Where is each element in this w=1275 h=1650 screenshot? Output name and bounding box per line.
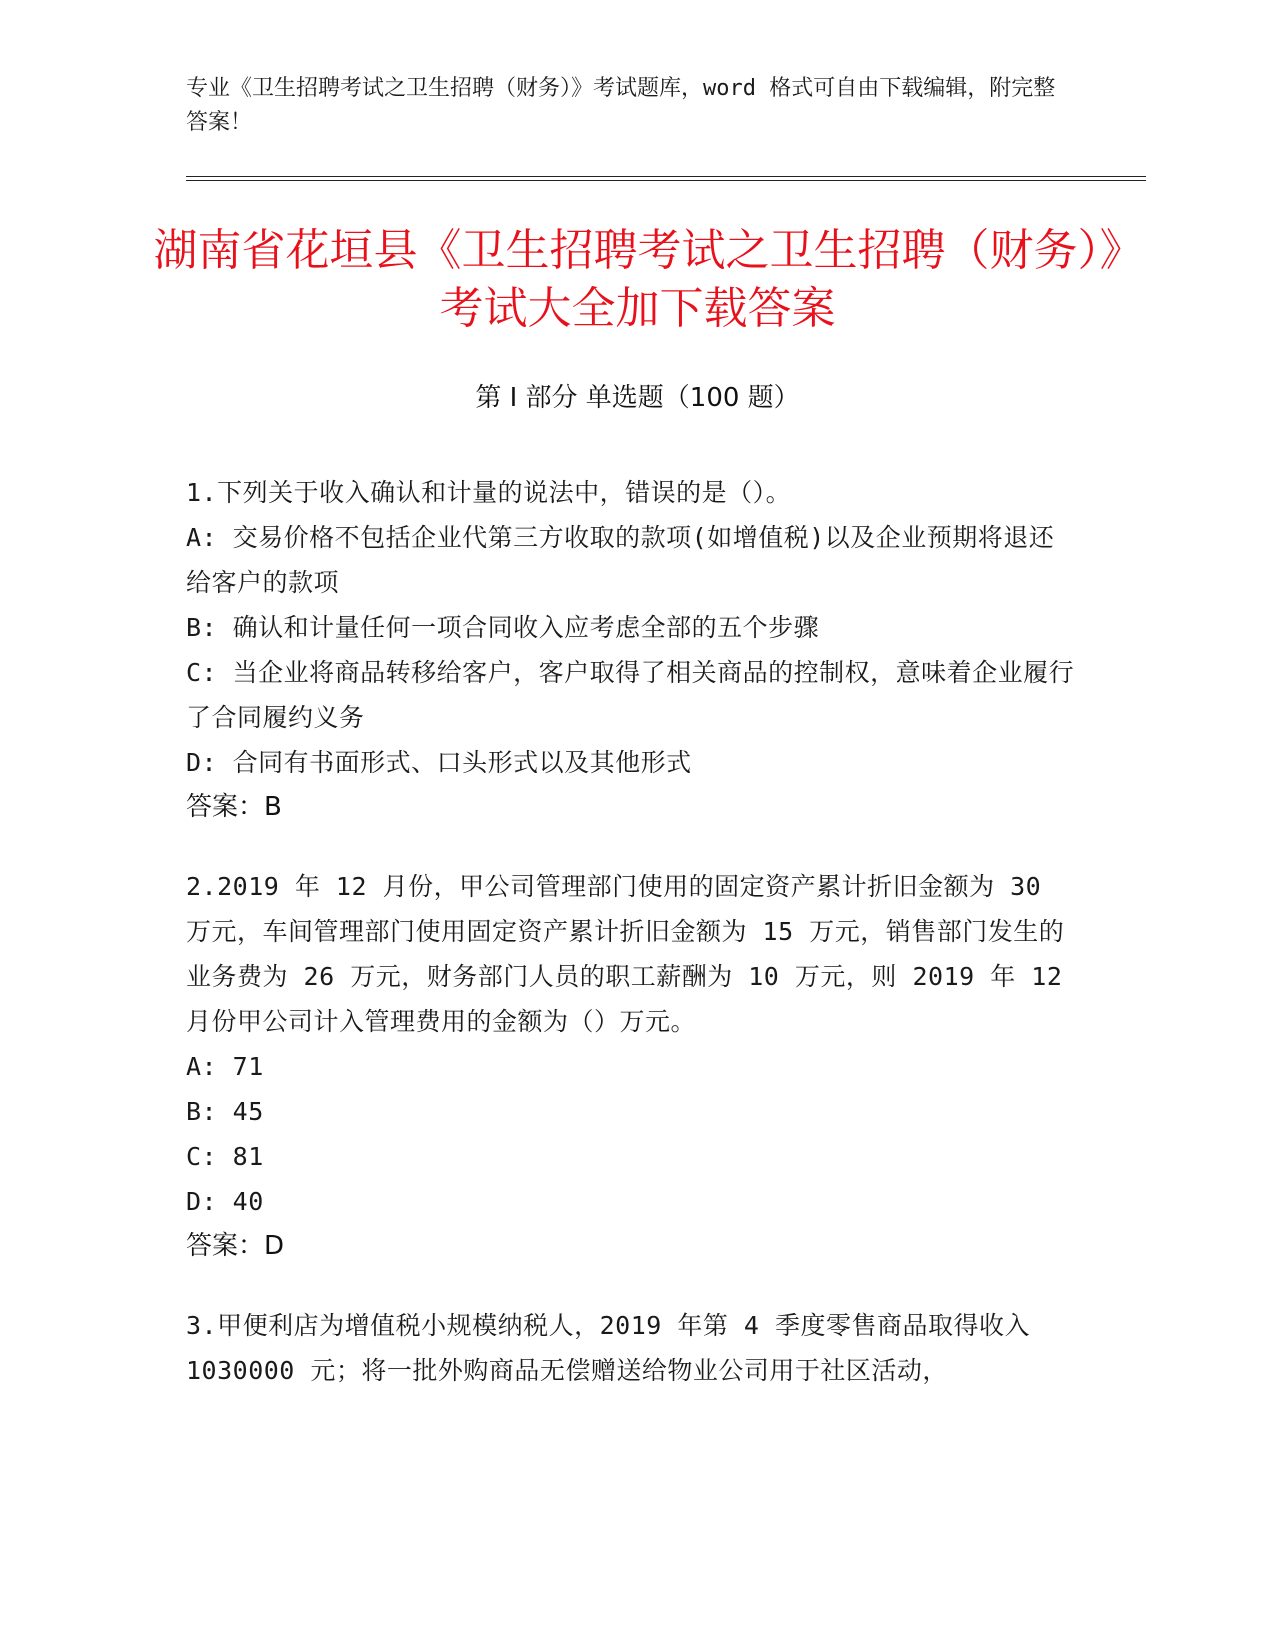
section-heading: 第 I 部分 单选题（100 题） xyxy=(475,383,800,413)
option-a: A: 交易价格不包括企业代第三方收取的款项(如增值税)以及企业预期将退还给客户的款项 xyxy=(186,523,1055,597)
option-c: C: 81 xyxy=(186,1142,264,1171)
question-stem: 3.甲便利店为增值税小规模纳税人，2019 年第 4 季度零售商品取得收入 1030000 元；将一批外购商品无偿赠送给物业公司用于社区活动， xyxy=(186,1311,1031,1385)
question-list xyxy=(186,470,1076,1427)
option-d: D: 40 xyxy=(186,1187,264,1216)
document-title: 湖南省花垣县《卫生招聘考试之卫生招聘（财务）》考试大全加下载答案 xyxy=(153,225,1122,334)
header-divider xyxy=(186,176,1146,181)
question-1 xyxy=(186,470,1076,830)
question-3 xyxy=(186,1303,1076,1393)
question-2 xyxy=(186,864,1076,1269)
answer-label: 答案：B xyxy=(186,792,282,822)
answer-label: 答案：D xyxy=(186,1231,285,1261)
question-stem: 1.下列关于收入确认和计量的说法中，错误的是（）。 xyxy=(186,478,792,507)
question-stem: 2.2019 年 12 月份，甲公司管理部门使用的固定资产累计折旧金额为 30 万元，车间管理部门使用固定资产累计折旧金额为 15 万元，销售部门发生的业务费为 26 万元，财务部门人员的职工薪酬为 10 万元，则 2019 年 12 月份甲公司计入管理费用的金额为（）万元。 xyxy=(186,872,1065,1036)
header-note: 专业《卫生招聘考试之卫生招聘（财务）》考试题库，word 格式可自由下载编辑，附完整答案！ xyxy=(186,76,1056,135)
option-b: B: 45 xyxy=(186,1097,264,1126)
option-d: D: 合同有书面形式、口头形式以及其他形式 xyxy=(186,748,692,777)
option-b: B: 确认和计量任何一项合同收入应考虑全部的五个步骤 xyxy=(186,613,820,642)
option-c: C: 当企业将商品转移给客户，客户取得了相关商品的控制权，意味着企业履行了合同履约义务 xyxy=(186,658,1075,732)
option-a: A: 71 xyxy=(186,1052,264,1081)
